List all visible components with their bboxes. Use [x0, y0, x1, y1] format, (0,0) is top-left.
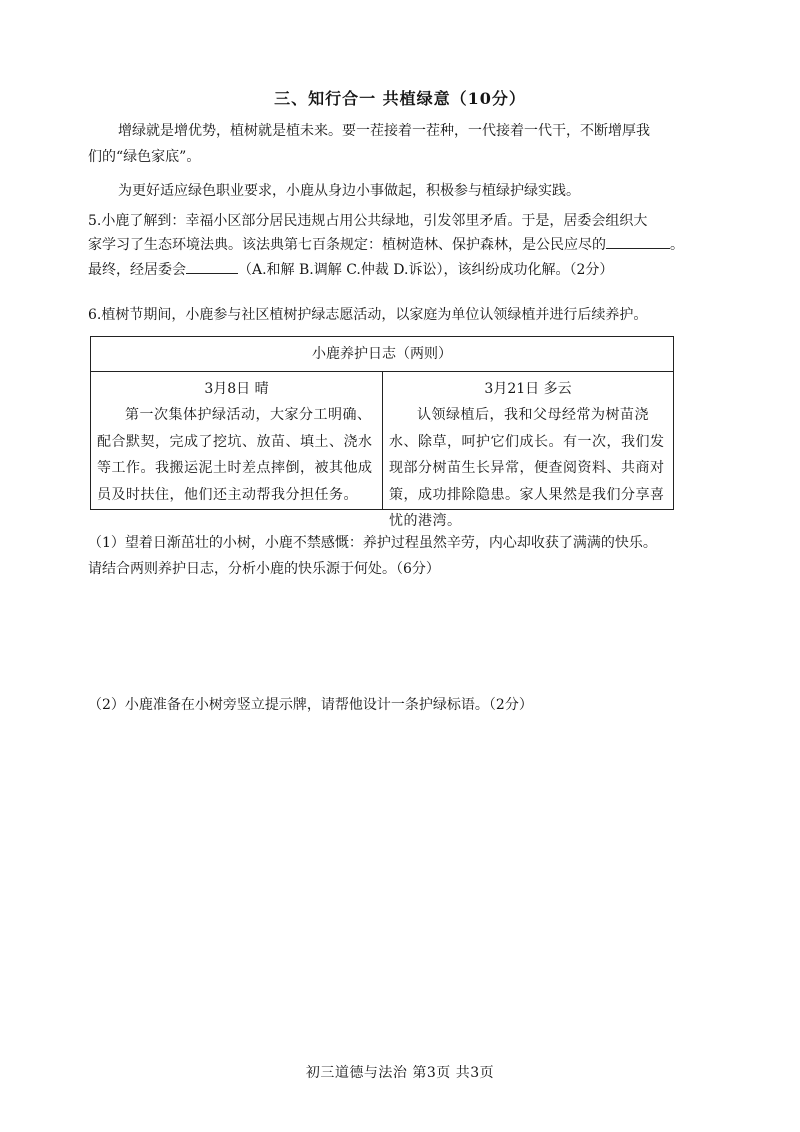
intro-line-1: 增绿就是增优势，植树就是植未来。要一茬接着一茬种，一代接着一代干，不断增厚我: [118, 123, 650, 139]
intro-line-2: 们的“绿色家底”。: [88, 149, 201, 165]
care-log-table: [90, 336, 674, 529]
care-log-entry: [382, 372, 673, 529]
care-log-title: 小鹿养护日志（两则）: [91, 337, 673, 372]
answer-blank-duty[interactable]: [606, 232, 670, 249]
q5-line-1: 5.小鹿了解到：幸福小区部分居民违规占用公共绿地，引发邻里矛盾。于是，居委会组织大: [88, 213, 648, 229]
q6-sub2: （2）小鹿准备在小树旁竖立提示牌，请帮他设计一条护绿标语。（2分）: [88, 697, 533, 713]
page-footer: 初三道德与法治 第3页 共3页: [305, 1065, 495, 1081]
q5-line-2: [88, 232, 684, 258]
care-log-date: 3月8日 晴: [204, 381, 269, 397]
q5-line-2-text: 家学习了生态环境法典。该法典第七百条规定：植树造林、保护森林，是公民应尽的: [88, 237, 606, 253]
care-log-text: 认领绿植后，我和父母经常为树苗浇水、除草，呵护它们成长。有一次，我们发现部分树苗生长异常，便查阅资料、共商对策，成功排除隐患。家人果然是我们分享喜忧的港湾。: [389, 407, 665, 529]
care-log-entry: [91, 372, 382, 510]
q6-sub1-line-2: 请结合两则养护日志，分析小鹿的快乐源于何处。（6分）: [88, 561, 440, 577]
q6-sub1-line-1: （1）望着日渐茁壮的小树，小鹿不禁感慨：养护过程虽然辛劳，内心却收获了满满的快乐。: [88, 535, 657, 551]
intro-line-3: 为更好适应绿色职业要求，小鹿从身边小事做起，积极参与植绿护绿实践。: [118, 183, 580, 199]
section-title: 三、知行合一 共植绿意（10分）: [274, 89, 526, 108]
care-log-text: 第一次集体护绿活动，大家分工明确、配合默契，完成了挖坑、放苗、填土、浇水等工作。我搬运泥土时差点摔倒，被其他成员及时扶住，他们还主动帮我分担任务。: [97, 407, 373, 503]
care-log-body: [91, 372, 673, 529]
q5-line-2-end: 。: [670, 237, 684, 253]
q5-line-3-text: 最终，经居委会: [88, 262, 186, 278]
q5-line-3-options: （A.和解 B.调解 C.仲裁 D.诉讼），该纠纷成功化解。（2分）: [238, 262, 614, 278]
answer-blank-method[interactable]: [186, 257, 238, 274]
q6-intro: 6.植树节期间，小鹿参与社区植树护绿志愿活动，以家庭为单位认领绿植并进行后续养护。: [88, 307, 648, 323]
care-log-date: 3月21日 多云: [484, 381, 572, 397]
q5-line-3: [88, 257, 613, 283]
